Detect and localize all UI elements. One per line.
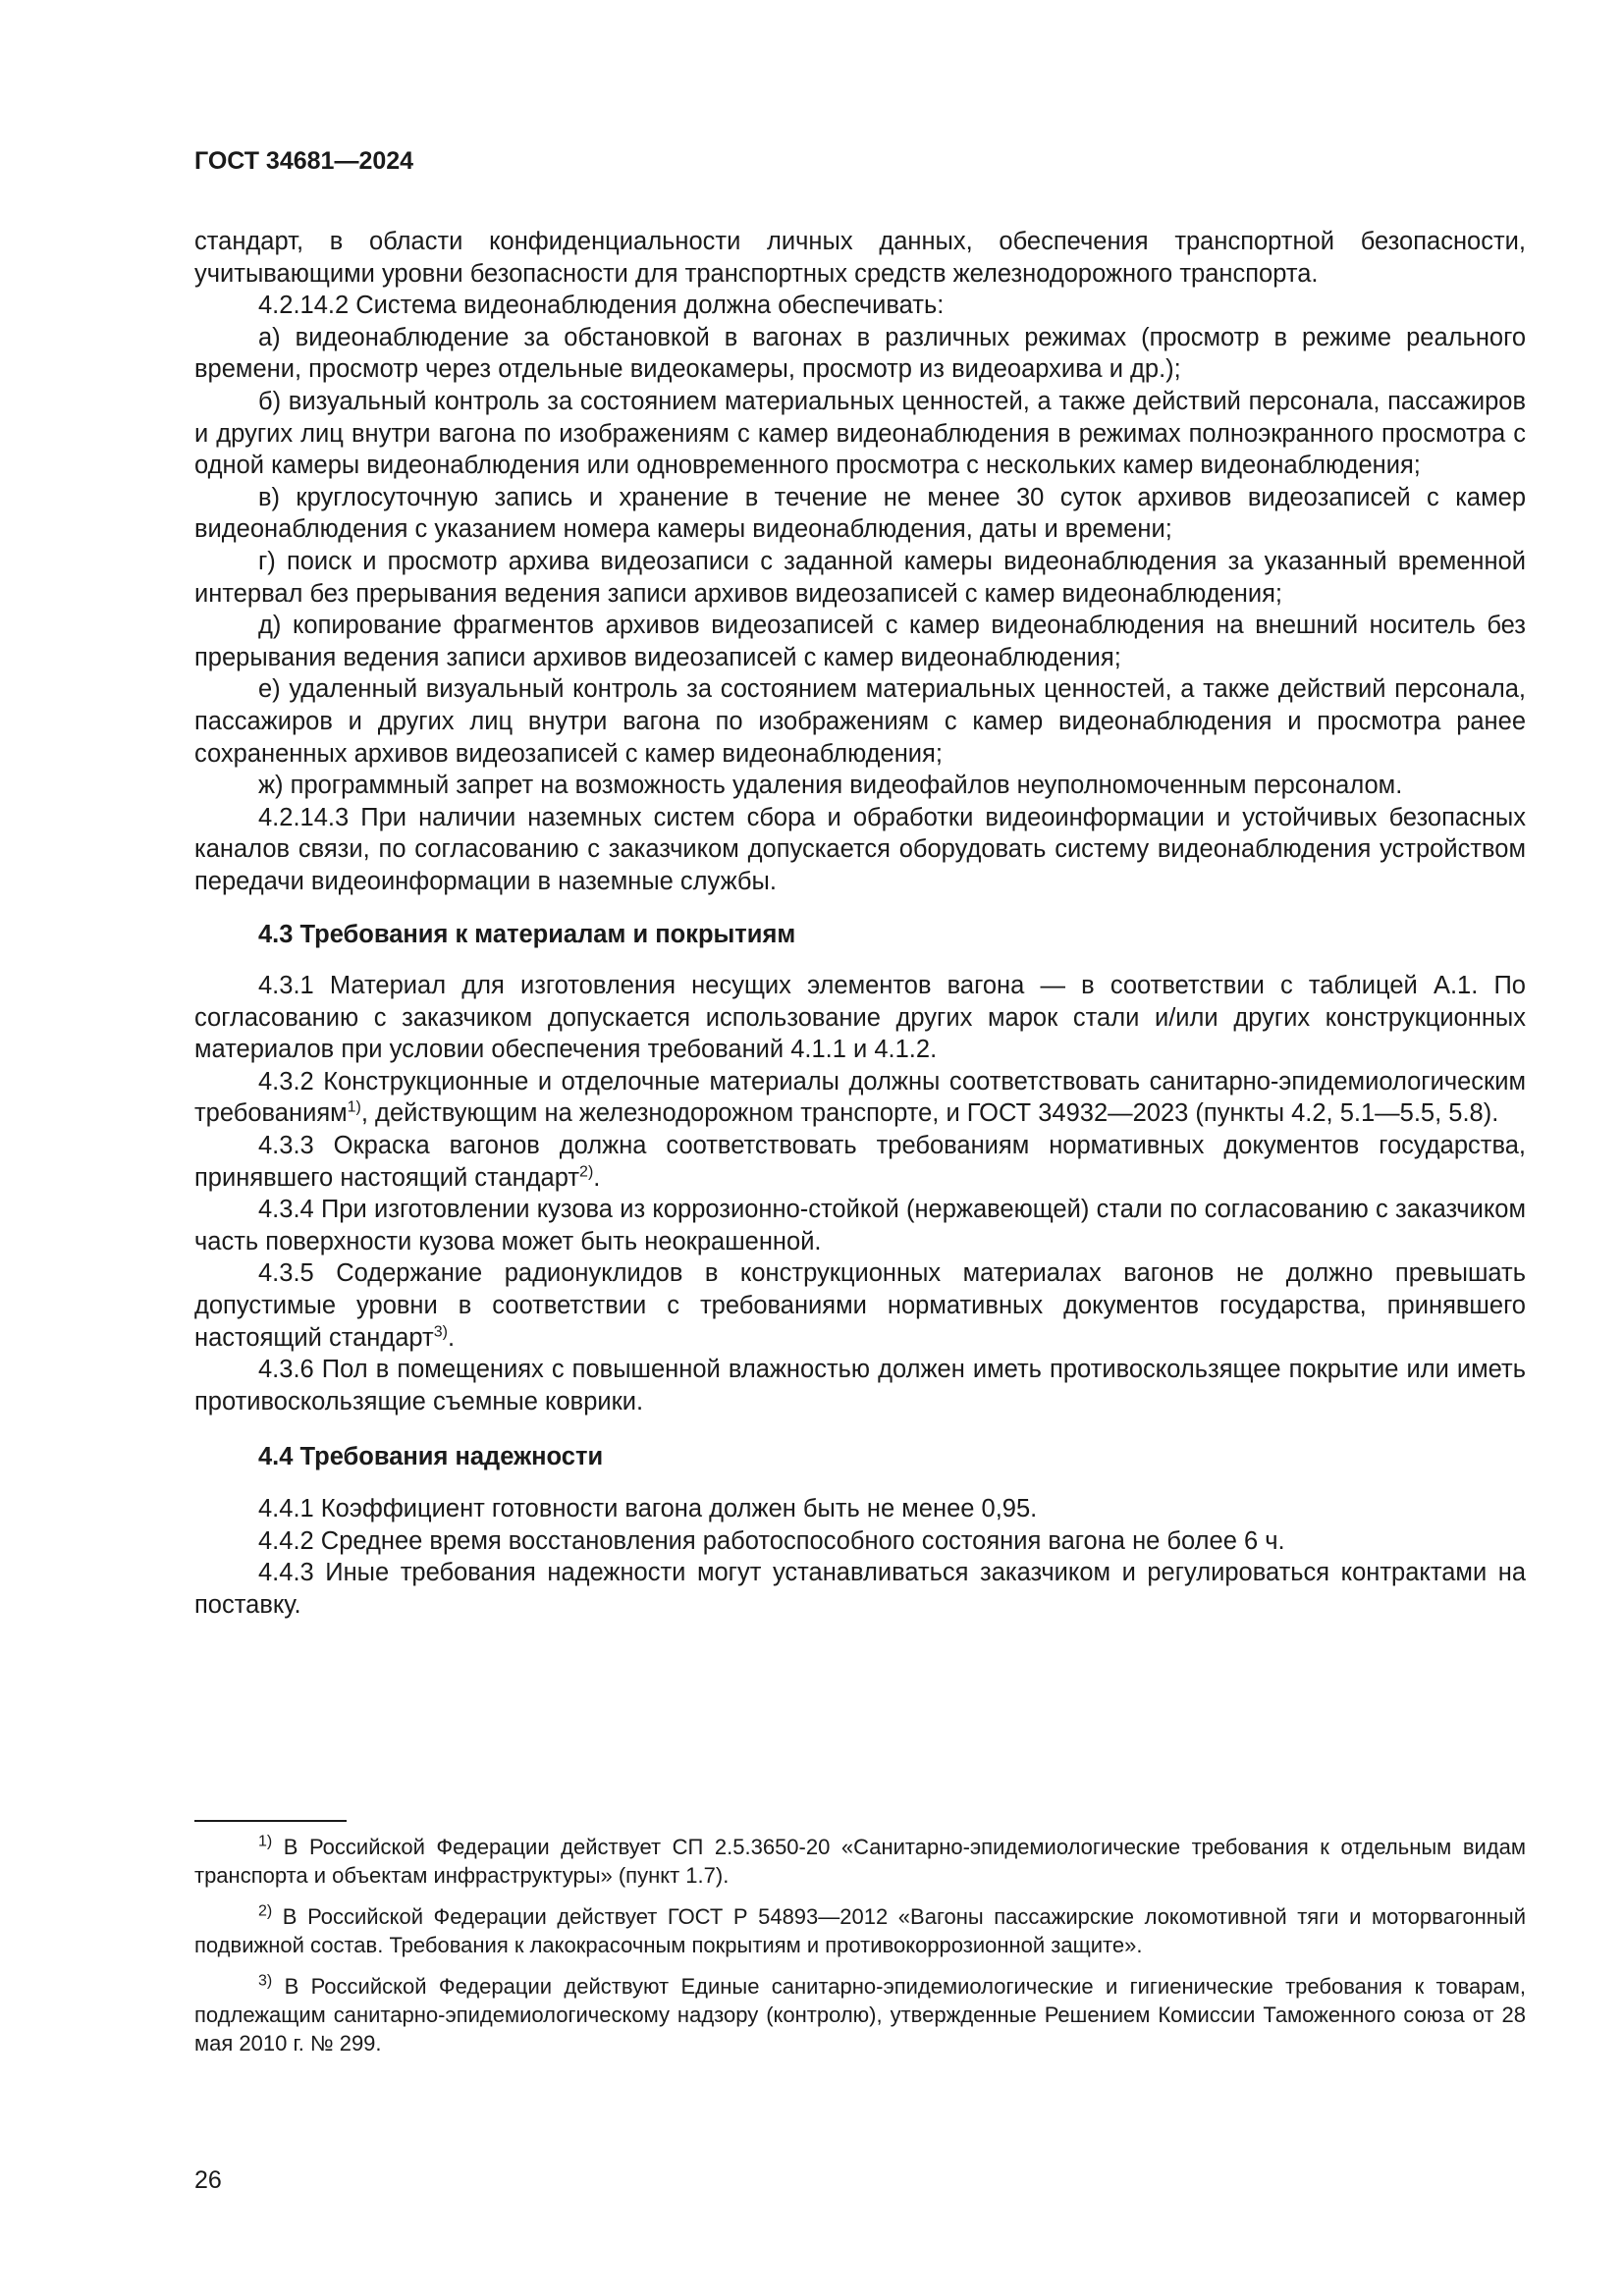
clause-4-4-2: 4.4.2 Среднее время восстановления работоспособного состояния вагона не более 6 ч. — [258, 1526, 1285, 1555]
list-item-b: б) визуальный контроль за состоянием материальных ценностей, а также действий персонала, пассажиров и других лиц внутри вагона по изображениям с камер видеонаблюдения в режимах полноэкранного просмотра с одной камеры видеонаблюдения или одновременного просмотра с нескольких камер видеонаблюдения; — [194, 387, 1526, 480]
clause-text: 4.3.5 Содержание радионуклидов в конструкционных материалах вагонов не должно превышать допустимые уровни в соответствии с требованиями нормативных документов государства, принявшего настоящий стандарт — [194, 1259, 1526, 1352]
clause-text: , действующим на железнодорожном транспорте, и ГОСТ 34932—2023 (пункты 4.2, 5.1—5.5, 5.8). — [360, 1099, 1499, 1128]
page-number: 26 — [194, 2166, 222, 2194]
list-item-e: е) удаленный визуальный контроль за состоянием материальных ценностей, а также действий персонала, пассажиров и других лиц внутри вагона по изображениям с камер видеонаблюдения и просмотра ранее сохраненных архивов видеозаписей с камер видеонаблюдения; — [194, 675, 1526, 768]
footnote-3 — [194, 1973, 1526, 2057]
footnote-text: В Российской Федерации действует СП 2.5.3650-20 «Санитарно-эпидемиологические требования к отдельным видам транспорта и объектам инфраструктуры» (пункт 1.7). — [194, 1835, 1526, 1888]
clause-text: 4.3.3 Окраска вагонов должна соответствовать требованиям нормативных документов государства, принявшего настоящий стандарт — [194, 1132, 1526, 1192]
section-heading-4-3: 4.3 Требования к материалам и покрытиям — [258, 921, 796, 949]
clause-4-3-5 — [194, 1257, 1526, 1354]
footnote-mark: 2) — [258, 1902, 273, 1920]
clause-text: . — [593, 1163, 601, 1192]
footnote-text: В Российской Федерации действует ГОСТ Р 54893—2012 «Вагоны пассажирские локомотивной тяги и моторвагонный подвижной состав. Требования к лакокрасочным покрытиям и противокоррозионной защите». — [194, 1904, 1526, 1957]
clause-4-3-1: 4.3.1 Материал для изготовления несущих элементов вагона — в соответствии с таблицей А.1. По согласованию с заказчиком допускается использование других марок стали и/или других конструкционных материалов при условии обеспечения требований 4.1.1 и 4.1.2. — [194, 972, 1526, 1064]
clause-4-2-14-2: 4.2.14.2 Система видеонаблюдения должна обеспечивать: — [258, 292, 945, 320]
list-item-a: а) видеонаблюдение за обстановкой в вагонах в различных режимах (просмотр в режиме реального времени, просмотр через отдельные видеокамеры, просмотр из видеоархива и др.); — [194, 323, 1526, 384]
footnotes — [194, 1834, 1526, 2071]
paragraph: стандарт, в области конфиденциальности личных данных, обеспечения транспортной безопасности, учитывающими уровни безопасности для транспортных средств железнодорожного транспорта. — [194, 228, 1526, 288]
list-item-v: в) круглосуточную запись и хранение в течение не менее 30 суток архивов видеозаписей с камер видеонаблюдения с указанием номера камеры видеонаблюдения, даты и времени; — [194, 483, 1526, 544]
footnote-text: В Российской Федерации действуют Единые санитарно-эпидемиологические и гигиенические требования к товарам, подлежащим санитарно-эпидемиологическому надзору (контролю), утвержденные Решением Комиссии Таможенного союза от 28 мая 2010 г. № 299. — [194, 1974, 1526, 2056]
footnote-ref-1: 1) — [347, 1098, 361, 1116]
clause-text: 4.3.2 Конструкционные и отделочные материалы должны соответствовать санитарно-эпидемиологическим требованиям — [194, 1067, 1526, 1128]
list-item-zh: ж) программный запрет на возможность удаления видеофайлов неуполномоченным персоналом. — [258, 772, 1403, 800]
footnote-mark: 3) — [258, 1973, 273, 1991]
footnote-ref-3: 3) — [433, 1323, 448, 1341]
section-heading-4-4: 4.4 Требования надежности — [258, 1443, 604, 1471]
clause-4-2-14-3: 4.2.14.3 При наличии наземных систем сбора и обработки видеоинформации и устойчивых безопасных каналов связи, по согласованию с заказчиком допускается оборудовать систему видеонаблюдения устройством передачи видеоинформации в наземные службы. — [194, 803, 1526, 895]
clause-4-3-3 — [194, 1130, 1526, 1194]
footnote-2 — [194, 1903, 1526, 1959]
list-item-d: д) копирование фрагментов архивов видеозаписей с камер видеонаблюдения на внешний носитель без прерывания ведения записи архивов видеозаписей с камер видеонаблюдения; — [194, 612, 1526, 671]
clause-4-4-3: 4.4.3 Иные требования надежности могут устанавливаться заказчиком и регулироваться контрактами на поставку. — [194, 1559, 1526, 1619]
clause-text: . — [447, 1323, 456, 1352]
clause-4-3-2 — [194, 1066, 1526, 1130]
list-item-g: г) поиск и просмотр архива видеозаписи с заданной камеры видеонаблюдения за указанный временной интервал без прерывания ведения записи архивов видеозаписей с камер видеонаблюдения; — [194, 547, 1526, 608]
document-code-header: ГОСТ 34681—2024 — [194, 147, 414, 175]
footnote-mark: 1) — [258, 1833, 273, 1850]
clause-4-3-4: 4.3.4 При изготовлении кузова из коррозионно-стойкой (нержавеющей) стали по согласованию с заказчиком часть поверхности кузова может быть неокрашенной. — [194, 1196, 1526, 1255]
footnote-1 — [194, 1834, 1526, 1890]
clause-4-3-6: 4.3.6 Пол в помещениях с повышенной влажностью должен иметь противоскользящее покрытие или иметь противоскользящие съемные коврики. — [194, 1356, 1526, 1415]
footnote-ref-2: 2) — [579, 1163, 594, 1181]
footnote-divider — [194, 1820, 347, 1822]
document-body — [194, 226, 1526, 1621]
clause-4-4-1: 4.4.1 Коэффициент готовности вагона должен быть не менее 0,95. — [258, 1494, 1038, 1522]
